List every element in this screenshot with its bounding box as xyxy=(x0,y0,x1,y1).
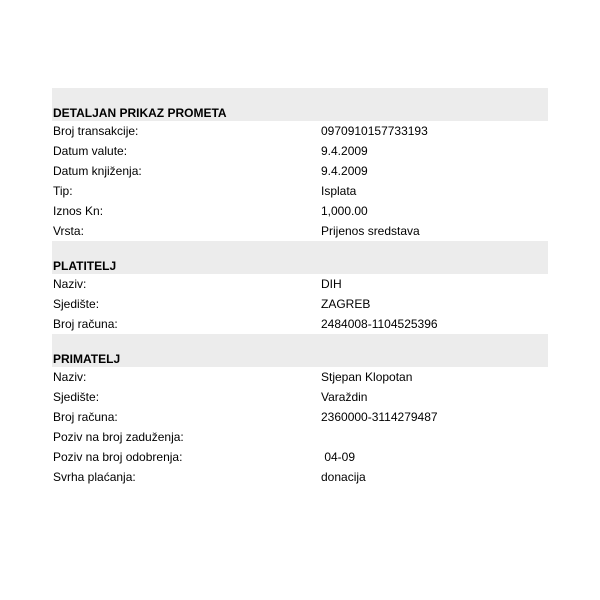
row-label: Broj računa: xyxy=(53,317,118,331)
row-value: donacija xyxy=(321,470,366,484)
detail-row-amount xyxy=(52,201,548,221)
row-label: Poziv na broj odobrenja: xyxy=(53,450,183,464)
row-value: DIH xyxy=(321,277,342,291)
section-header-payer: PLATITELJ xyxy=(52,241,548,274)
row-value: 04-09 xyxy=(321,450,356,464)
detail-row-payment-purpose xyxy=(52,467,548,487)
row-value: Stjepan Klopotan xyxy=(321,370,413,384)
row-label: Datum valute: xyxy=(53,144,128,158)
row-label: Tip: xyxy=(53,184,73,198)
row-value: Isplata xyxy=(321,184,357,198)
detail-row-payer-name xyxy=(52,274,548,294)
detail-row-recipient-seat xyxy=(52,387,548,407)
detail-row-transaction-number xyxy=(52,121,548,141)
detail-row-value-date xyxy=(52,141,548,161)
row-value: 0970910157733193 xyxy=(321,124,428,138)
row-value: 1,000.00 xyxy=(321,204,368,218)
row-label: Broj transakcije: xyxy=(53,124,139,138)
detail-row-credit-reference xyxy=(52,447,548,467)
row-value: 2360000-3114279487 xyxy=(321,410,438,424)
transaction-details xyxy=(52,88,548,487)
section-header-transaction: DETALJAN PRIKAZ PROMETA xyxy=(52,88,548,121)
detail-row-recipient-account xyxy=(52,407,548,427)
detail-row-type xyxy=(52,181,548,201)
row-label: Vrsta: xyxy=(53,224,84,238)
detail-row-debit-reference xyxy=(52,427,548,447)
row-value: Varaždin xyxy=(321,390,368,404)
row-value: Prijenos sredstava xyxy=(321,224,420,238)
detail-row-payer-account xyxy=(52,314,548,334)
row-label: Poziv na broj zaduženja: xyxy=(53,430,184,444)
row-label: Broj računa: xyxy=(53,410,118,424)
row-value: 9.4.2009 xyxy=(321,144,368,158)
row-label: Sjedište: xyxy=(53,390,100,404)
row-label: Sjedište: xyxy=(53,297,100,311)
row-label: Naziv: xyxy=(53,277,87,291)
detail-row-payer-seat xyxy=(52,294,548,314)
detail-row-kind xyxy=(52,221,548,241)
detail-row-recipient-name xyxy=(52,367,548,387)
row-label: Datum knjiženja: xyxy=(53,164,142,178)
row-value: 2484008-1104525396 xyxy=(321,317,438,331)
row-label: Iznos Kn: xyxy=(53,204,104,218)
row-value: 9.4.2009 xyxy=(321,164,368,178)
row-label: Naziv: xyxy=(53,370,87,384)
row-value: ZAGREB xyxy=(321,297,371,311)
section-header-recipient: PRIMATELJ xyxy=(52,334,548,367)
row-label: Svrha plaćanja: xyxy=(53,470,136,484)
detail-row-booking-date xyxy=(52,161,548,181)
